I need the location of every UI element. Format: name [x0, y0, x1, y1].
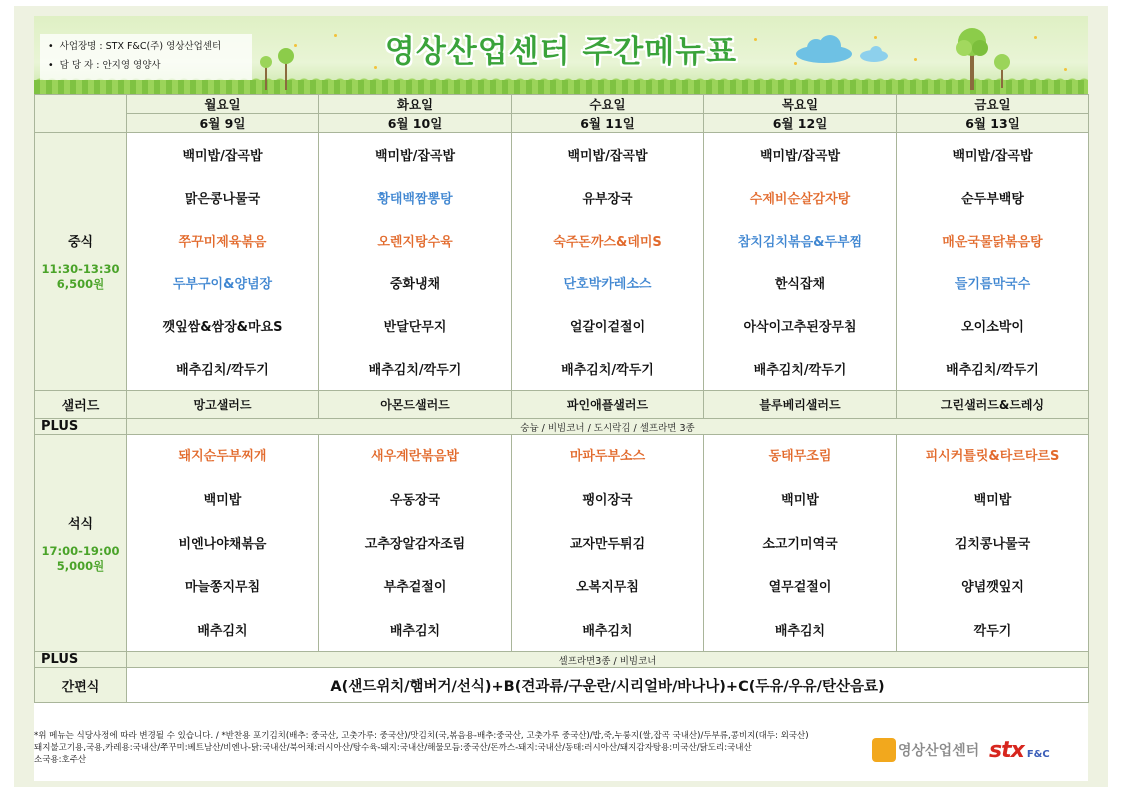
dinner-menu-item: 마파두부소스 [569, 449, 646, 464]
dinner-plus-row [35, 652, 1089, 668]
salad-item: 아몬드샐러드 [319, 391, 512, 419]
dinner-label-cell [35, 435, 127, 652]
salad-row [35, 391, 1089, 419]
dinner-menu-item: 부추겉절이 [383, 580, 447, 596]
grass-decoration [34, 80, 1088, 94]
lunch-menu-item: 배추김치/깍두기 [561, 362, 654, 378]
snack-text: A(샌드위치/햄버거/선식)+B(견과류/구운란/시리얼바/바나나)+C(두유/우유/탄산음료) [127, 668, 1089, 703]
dinner-price: 5,000원 [56, 558, 105, 573]
lunch-price: 6,500원 [56, 277, 105, 291]
lunch-menu-item: 반달단무지 [383, 320, 447, 336]
lunch-day-cell [127, 133, 319, 391]
lunch-menu-item: 배추김치/깍두기 [176, 362, 269, 378]
day-date: 6월 12일 [704, 114, 897, 133]
center-logo [872, 738, 979, 762]
lunch-day-cell [512, 133, 704, 391]
lunch-menu-item: 단호박카레소스 [563, 277, 652, 293]
lunch-menu-item: 백미밥/잡곡밥 [182, 149, 263, 164]
lunch-menu-item: 들기름막국수 [954, 277, 1031, 293]
lunch-day-cell [897, 133, 1089, 391]
dinner-day-cell [704, 435, 897, 652]
lunch-menu-item: 깻잎쌈&쌈장&마요S [162, 320, 283, 336]
dinner-menu-item: 돼지순두부찌개 [178, 449, 267, 464]
stx-logo [989, 738, 1050, 763]
dinner-item-list [897, 435, 1088, 640]
lunch-menu-item: 배추김치/깍두기 [368, 362, 462, 378]
dinner-menu-item: 백미밥 [781, 492, 819, 508]
dinner-item-list [319, 435, 511, 640]
lunch-menu-item: 백미밥/잡곡밥 [374, 149, 456, 164]
corner-cell [35, 95, 127, 133]
plus-text: 셀프라면3종 / 비빔코너 [127, 652, 1089, 668]
lunch-item-list [319, 133, 511, 379]
lunch-menu-item: 중화냉채 [389, 277, 441, 293]
info-line-manager: • 담 당 자 : 안지영 영양사 [48, 60, 161, 71]
lunch-time: 11:30-13:30 [41, 262, 120, 276]
salad-item: 그린샐러드&드레싱 [897, 391, 1089, 419]
lunch-item-list [512, 133, 703, 379]
day-date: 6월 11일 [512, 114, 704, 133]
dinner-menu-item: 열무겉절이 [768, 580, 832, 596]
dinner-menu-item: 팽이장국 [582, 492, 633, 508]
page-title: 영상산업센터 주간메뉴표 [384, 34, 738, 70]
stx-logo-text: stx [989, 738, 1024, 763]
footer-notes [34, 730, 874, 766]
dinner-menu-item: 오복지무침 [576, 580, 639, 596]
dinner-day-cell [127, 435, 319, 652]
lunch-menu-item: 순두부백탕 [961, 191, 1024, 207]
snack-label: 간편식 [35, 668, 127, 703]
lunch-menu-item: 참치김치볶음&두부찜 [737, 234, 863, 250]
dinner-label: 석식 [67, 516, 94, 532]
plus-label: PLUS [35, 652, 127, 668]
lunch-item-list [897, 133, 1088, 379]
footer-line: *위 메뉴는 식당사정에 따라 변경될 수 있습니다. / *반찬용 포기김치(배추: 중국산, 고춧가루: 중국산)/맛김치(국,볶음용-배추:중국산, 고춧가루 중국산)/밥,죽,누룽지(쌀,잡곡 국내산)/두부류,콩비지(대두: 외국산) [34, 731, 809, 741]
center-logo-text: 영상산업센터 [898, 743, 980, 759]
lunch-label-cell [35, 133, 127, 391]
lunch-label: 중식 [67, 235, 94, 250]
lunch-menu-item: 매운국물닭볶음탕 [942, 234, 1043, 250]
dinner-menu-item: 피시커틀릿&타르타르S [925, 449, 1060, 464]
site-name: 사업장명 : STX F&C(주) 영상산업센터 [59, 41, 222, 52]
lunch-menu-item: 수제비순살감자탕 [749, 191, 851, 207]
dinner-menu-item: 새우계란볶음밥 [371, 449, 459, 464]
weekly-menu-table [34, 94, 1089, 703]
day-date: 6월 9일 [127, 114, 319, 133]
lunch-menu-item: 맑은콩나물국 [184, 191, 261, 207]
dinner-day-cell [319, 435, 512, 652]
snack-row [35, 668, 1089, 703]
lunch-item-list [127, 133, 318, 379]
menu-sheet [34, 16, 1088, 781]
dinner-menu-item: 배추김치 [582, 624, 633, 639]
plus-label: PLUS [35, 419, 127, 435]
dinner-menu-item: 깍두기 [973, 624, 1012, 639]
dinner-menu-item: 소고기미역국 [762, 536, 838, 552]
lunch-menu-item: 배추김치/깍두기 [753, 362, 847, 378]
lunch-menu-item: 쭈꾸미제육볶음 [178, 234, 267, 250]
dinner-menu-item: 마늘쫑지무침 [184, 580, 261, 596]
lunch-day-cell [704, 133, 897, 391]
lunch-menu-item: 배추김치/깍두기 [946, 362, 1039, 378]
dinner-menu-item: 배추김치 [197, 624, 248, 639]
dinner-item-list [127, 435, 318, 640]
day-date: 6월 13일 [897, 114, 1089, 133]
manager-name: 담 당 자 : 안지영 영양사 [59, 60, 161, 71]
dinner-day-cell [512, 435, 704, 652]
footer-line: 소국용:호주산 [34, 755, 87, 765]
dinner-menu-item: 백미밥 [203, 492, 242, 508]
lunch-plus-row [35, 419, 1089, 435]
lunch-menu-item: 오렌지탕수육 [377, 234, 453, 250]
day-name: 목요일 [704, 95, 897, 114]
dinner-menu-item: 김치콩나물국 [954, 536, 1031, 552]
day-name: 금요일 [897, 95, 1089, 114]
lunch-day-cell [319, 133, 512, 391]
salad-label: 샐러드 [35, 391, 127, 419]
day-date: 6월 10일 [319, 114, 512, 133]
lunch-menu-item: 아삭이고추된장무침 [743, 320, 857, 336]
plus-text: 숭늉 / 비빔코너 / 도시락김 / 셀프라면 3종 [127, 419, 1089, 435]
page-frame [14, 6, 1108, 787]
dinner-item-list [512, 435, 703, 640]
header-banner [34, 16, 1088, 94]
dinner-menu-item: 양념깻잎지 [961, 580, 1024, 596]
dinner-row [35, 435, 1089, 652]
dinner-menu-item: 백미밥 [973, 492, 1012, 508]
info-line-site: • 사업장명 : STX F&C(주) 영상산업센터 [48, 41, 222, 52]
lunch-menu-item: 백미밥/잡곡밥 [952, 149, 1033, 164]
day-name: 수요일 [512, 95, 704, 114]
day-name: 월요일 [127, 95, 319, 114]
lunch-menu-item: 백미밥/잡곡밥 [759, 149, 841, 164]
dinner-menu-item: 교자만두튀김 [569, 536, 646, 552]
lunch-menu-item: 한식잡채 [774, 277, 826, 293]
lunch-menu-item: 얼갈이겉절이 [569, 320, 646, 336]
dinner-menu-item: 비엔나야채볶음 [178, 536, 267, 552]
dinner-day-cell [897, 435, 1089, 652]
lunch-menu-item: 황태백짬뽕탕 [377, 191, 453, 207]
dinner-menu-item: 고추장알감자조림 [364, 536, 466, 552]
center-logo-icon [872, 738, 896, 762]
salad-item: 망고샐러드 [127, 391, 319, 419]
day-name-row [35, 95, 1089, 114]
footer-line: 돼지불고기용,국용,카레용:국내산/쭈꾸미:베트남산/비엔나-닭:국내산/북어채:러시아산/탕수육-돼지:국내산/해물모듬:중국산/돈까스-돼지:국내산/동태:러시아산/돼지감자탕용:미국산/닭도리:국내산 [34, 743, 752, 753]
dinner-menu-item: 배추김치 [774, 624, 826, 639]
lunch-menu-item: 숙주돈까스&데미S [553, 234, 662, 250]
dinner-time: 17:00-19:00 [41, 543, 120, 558]
lunch-menu-item: 유부장국 [582, 191, 633, 207]
dinner-menu-item: 배추김치 [389, 624, 441, 639]
dinner-menu-item: 동태무조림 [768, 449, 832, 464]
day-name: 화요일 [319, 95, 512, 114]
dinner-menu-item: 우동장국 [389, 492, 441, 508]
lunch-row [35, 133, 1089, 391]
day-date-row [35, 114, 1089, 133]
lunch-menu-item: 두부구이&양념장 [172, 277, 273, 293]
fc-logo-text: F&C [1026, 749, 1050, 760]
lunch-menu-item: 백미밥/잡곡밥 [567, 149, 648, 164]
dinner-item-list [704, 435, 896, 640]
salad-item: 블루베리샐러드 [704, 391, 897, 419]
lunch-item-list [704, 133, 896, 379]
salad-item: 파인애플샐러드 [512, 391, 704, 419]
lunch-menu-item: 오이소박이 [961, 320, 1024, 336]
